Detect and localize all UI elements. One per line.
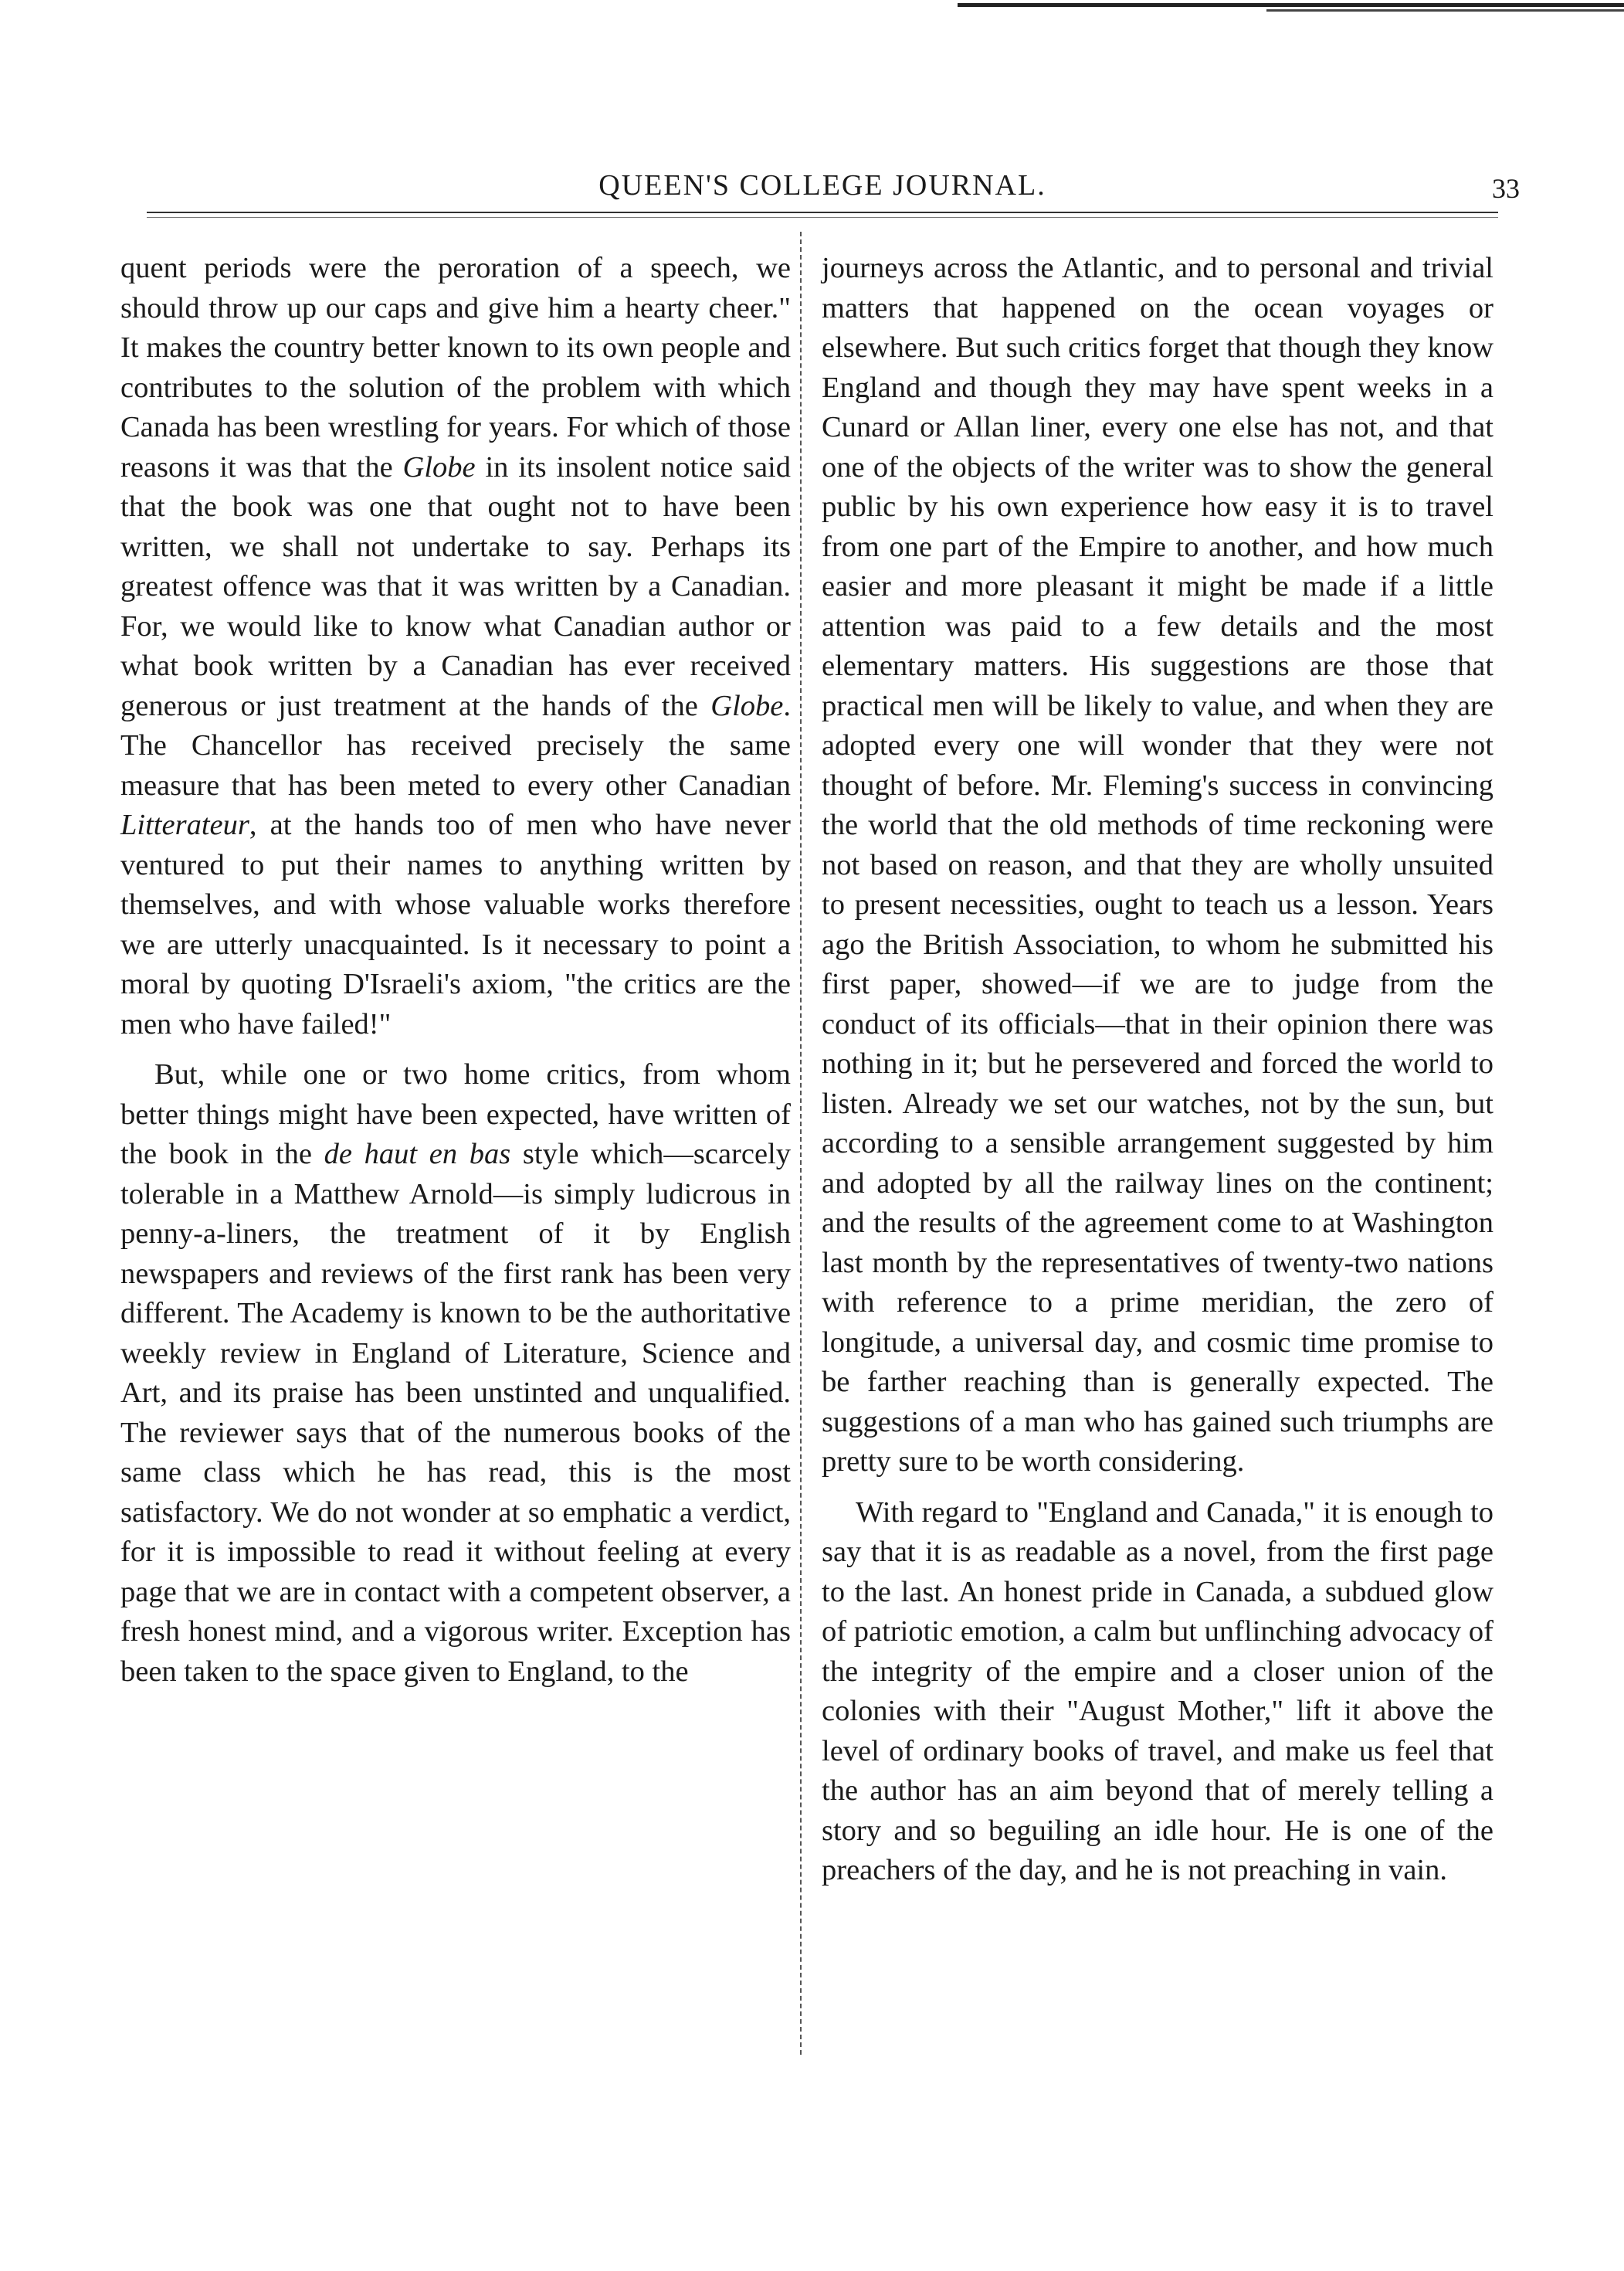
left-paragraph-2: But, while one or two home critics, from whom better things might have been expected, have written of the book in the de haut en bas style which—scarcely tolerable in a Matthew Arnold—is simply ludicrous in penny-a-liners, the treatment of it by English newspapers and reviews of the first rank has been very different. The Academy is known to be the authoritative weekly review in England of Literature, Science and Art, and its praise has been unstinted and unqualified. The reviewer says that of the numerous books of the same class which he has read, this is the most satisfactory. We do not wonder at so emphatic a verdict, for it is impossible to read it without feeling at every page that we are in contact with a competent observer, a fresh honest mind, and a vigorous writer. Exception has been taken to the space given to England, to the [120,1058,791,1688]
running-title: QUEEN'S COLLEGE JOURNAL. [598,169,1046,202]
column-divider [800,232,802,2055]
left-paragraph-1: quent periods were the peroration of a speech, we should throw up our caps and give him a hearty cheer." It makes the country better known to its own people and contributes to the solution of the problem with which Canada has been wrestling for years. For which of those reasons it was that the Globe in its insolent notice said that the book was one that ought not to have been written, we shall not undertake to say. Perhaps its greatest offence was that it was written by a Canadian. For, we would like to know what Canadian author or what book written by a Canadian has ever received generous or just treatment at the hands of the Globe. The Chancellor has received precisely the same measure that has been meted to every other Canadian Litterateur, at the hands too of men who have never ventured to put their names to anything written by themselves, and with whose valuable works therefore we are utterly unacquainted. Is it necessary to point a moral by quoting D'Israeli's axiom, "the critics are the men who have failed!" [120,252,791,1040]
right-column [822,249,1493,1891]
page-header [147,162,1520,209]
right-paragraph-1: journeys across the Atlantic, and to personal and trivial matters that happened on the ocean voyages or elsewhere. But such critics forget that though they know England and though they may have spent weeks in a Cunard or Allan liner, every one else has not, and that one of the objects of the writer was to show the general public by his own experience how easy it is to travel from one part of the Empire to another, and how much easier and more pleasant it might be made if a little attention was paid to a few details and the most elementary matters. His suggestions are those that practical men will be likely to value, and when they are adopted every one will wonder that they were not thought of before. Mr. Fleming's success in convincing the world that the old methods of time reckoning were not based on reason, and that they are wholly unsuited to present necessities, ought to teach us a lesson. Years ago the British Association, to whom he submitted his first paper, showed—if we are to judge from the conduct of its officials—that in their opinion there was nothing in it; but he persevered and forced the world to listen. Already we set our watches, not by the sun, but according to a sensible arrangement suggested by him and adopted by all the railway lines on the continent; and the results of the agreement come to at Washington last month by the representatives of twenty-two nations with reference to a prime meridian, the zero of longitude, a universal day, and cosmic time promise to be farther reaching than is generally expected. The suggestions of a man who has gained such triumphs are pretty sure to be worth considering. [822,252,1493,1478]
header-rule [147,212,1498,213]
top-edge-rule [958,3,1624,7]
left-column [120,249,791,1692]
page-number: 33 [1492,173,1520,204]
top-edge-rule-secondary [1266,9,1624,12]
right-paragraph-2: With regard to "England and Canada," it is enough to say that it is as readable as a novel, from the first page to the last. An honest pride in Canada, a subdued glow of patriotic emotion, a calm but unflinching advocacy of the integrity of the empire and a closer union of the colonies with their "August Mother," lift it above the level of ordinary books of travel, and make us feel that the author has an aim beyond that of merely telling a story and so beguiling an idle hour. He is one of the preachers of the day, and he is not preaching in vain. [822,1495,1493,1886]
header-rule-thin [147,217,1498,218]
